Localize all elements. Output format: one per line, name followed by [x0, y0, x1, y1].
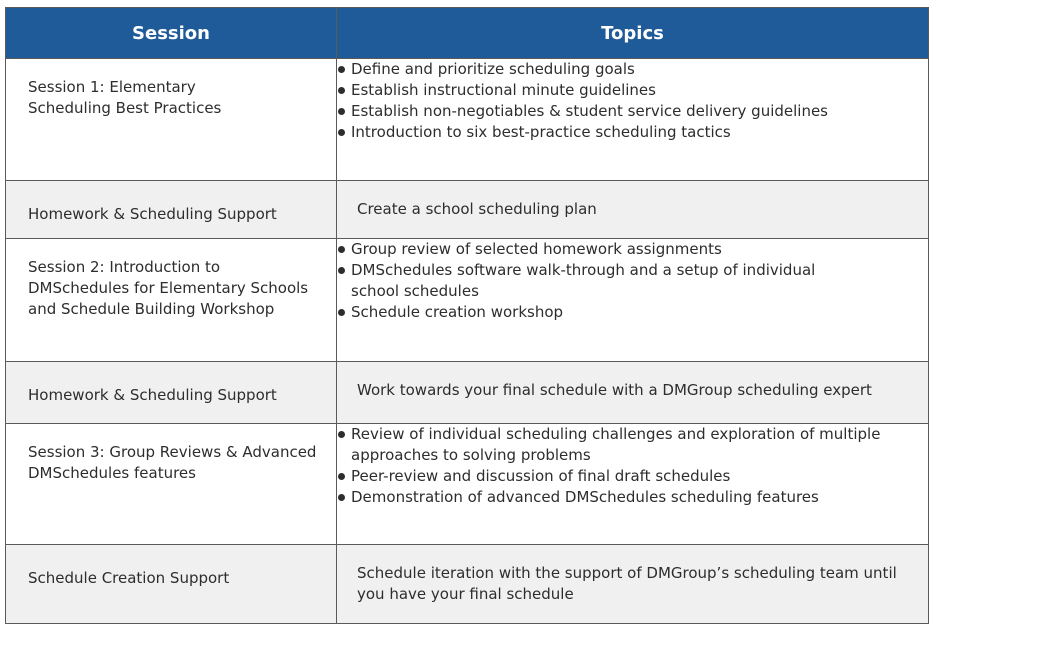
topic-item: Establish instructional minute guidelines	[337, 80, 928, 101]
header-row	[6, 8, 929, 59]
table-row	[6, 181, 929, 239]
session-cell	[6, 59, 337, 181]
table-row	[6, 239, 929, 362]
session-cell	[6, 362, 337, 424]
session-cell	[6, 424, 337, 545]
schedule-table	[5, 7, 929, 624]
session-cell	[6, 239, 337, 362]
topics-cell	[337, 424, 929, 545]
session-cell	[6, 545, 337, 624]
session-name: Session 3: Group Reviews & Advanced DMSchedules features	[28, 443, 317, 482]
topics-cell	[337, 181, 929, 239]
topic-list	[337, 239, 928, 323]
topic-item: Schedule creation workshop	[337, 302, 838, 323]
session-cell	[6, 181, 337, 239]
table-row	[6, 424, 929, 545]
topic-text: Schedule iteration with the support of DMGroup’s scheduling team until you have your final schedule	[357, 564, 897, 603]
session-name: Homework & Scheduling Support	[28, 386, 277, 404]
topics-cell	[337, 59, 929, 181]
table-row	[6, 362, 929, 424]
topic-text: Create a school scheduling plan	[357, 200, 597, 218]
topic-item: Group review of selected homework assignments	[337, 239, 838, 260]
topics-cell	[337, 545, 929, 624]
topics-cell	[337, 362, 929, 424]
topic-text: Work towards your final schedule with a DMGroup scheduling expert	[357, 381, 872, 399]
topic-item: Review of individual scheduling challenges and exploration of multiple approaches to solving problems	[337, 424, 928, 466]
topic-list	[337, 59, 928, 143]
session-column-header: Session	[6, 8, 337, 59]
topic-item: Demonstration of advanced DMSchedules scheduling features	[337, 487, 928, 508]
topic-item: Peer-review and discussion of final draft schedules	[337, 466, 928, 487]
topic-list	[337, 424, 928, 508]
session-name: Session 2: Introduction to DMSchedules for Elementary Schools and Schedule Building Workshop	[28, 258, 309, 318]
table-row	[6, 545, 929, 624]
topics-cell	[337, 239, 929, 362]
topic-item: Define and prioritize scheduling goals	[337, 59, 928, 80]
topic-item: Establish non-negotiables & student service delivery guidelines	[337, 101, 928, 122]
topics-column-header: Topics	[337, 8, 929, 59]
session-name: Schedule Creation Support	[28, 569, 230, 587]
topic-item: DMSchedules software walk-through and a setup of individual school schedules	[337, 260, 838, 302]
session-name: Homework & Scheduling Support	[28, 205, 277, 223]
session-name: Session 1: Elementary Scheduling Best Practices	[28, 78, 222, 117]
table-row	[6, 59, 929, 181]
topic-item: Introduction to six best-practice scheduling tactics	[337, 122, 928, 143]
